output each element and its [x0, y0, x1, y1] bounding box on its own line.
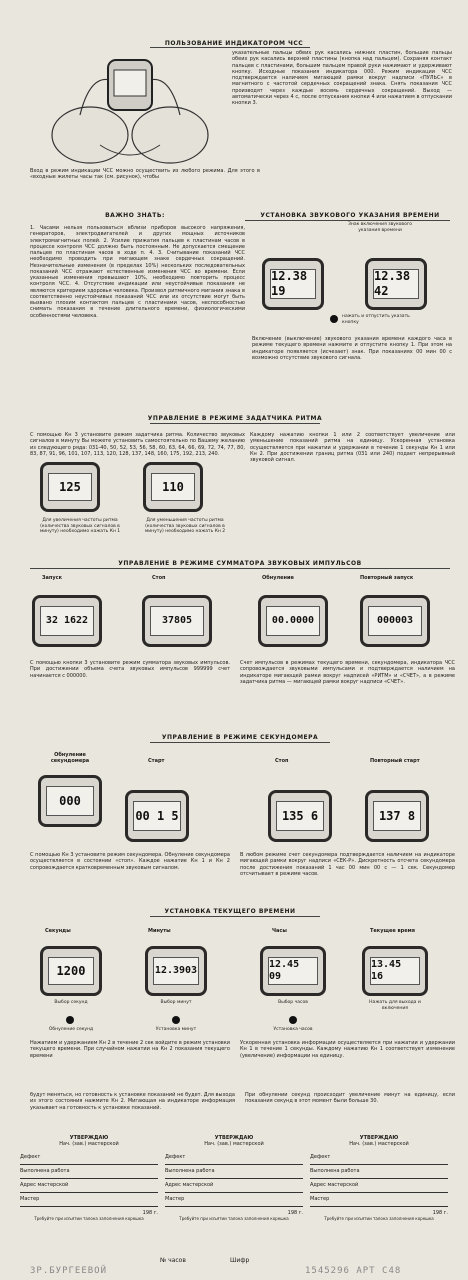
button-marker-icon [330, 315, 338, 323]
section-title-stopwatch: УПРАВЛЕНИЕ В РЕЖИМЕ СЕКУНДОМЕРА [161, 734, 319, 741]
section-title-set-time: УСТАНОВКА ТЕКУЩЕГО ВРЕМЕНИ [164, 908, 296, 915]
coupon-head: УТВЕРЖДАЮ [214, 1135, 254, 1141]
watch-screen: 1200 [48, 957, 94, 985]
s6-right-text: В любом режиме счет секундомера подтверждается наличием на индикаторе мигающей рамки вокруг надписи «СЕК-Р». Дискретность отсчета секундомера после достижения показаний 1 час 00 мин 00 с — 1 сек. Секундомер отсчитывает в режиме часов. [240, 852, 455, 877]
divider [245, 220, 450, 221]
stamp-left: ЗР.БУРГЕЕВОЙ [30, 1266, 108, 1276]
coupon-sub: Нач. (зав.) мастерской [204, 1141, 264, 1148]
s7-label-3: Часы [272, 928, 287, 934]
s7-sub-1: Выбор секунд [54, 1000, 88, 1005]
watch-display-sw-2 [125, 790, 189, 842]
hands-holding-watch-illustration [50, 45, 210, 165]
button-marker-icon [172, 1016, 180, 1024]
coupon-field[interactable]: Адрес мастерской [20, 1182, 158, 1193]
s7-sub-3: Выбор часов [278, 1000, 308, 1005]
watch-screen: 000003 [368, 606, 422, 636]
coupon-sub: Нач. (зав.) мастерской [349, 1141, 409, 1148]
watch-screen: 125 [48, 473, 92, 501]
watch-display-set-4 [362, 946, 428, 996]
watch-display-sum-4 [360, 595, 430, 647]
s5-left-text: С помощью кнопки 3 установите режим сумматора звуковых импульсов. При достижении объема счета звуковых импульсов 999999 счет начинается с 000000. [30, 660, 230, 679]
watch-screen: 12.38 19 [270, 269, 316, 299]
watch-screen: 32 1622 [40, 606, 94, 636]
s7-label-4: Текущее время [370, 928, 415, 934]
s4-cap1: Для увеличения частоты ритма (количества звуковых сигналов в минуту) необходимо нажать Кн 1 [39, 518, 121, 535]
s1-right-text: указательные пальцы обеих рук касались нижних пластин, большие пальцы обеих рук касались верхней пластины (кнопка над пальцем). Сохраняя контакт пальцев с пластинами, большим пальцем правой руки нажимают и удерживают кнопку. Исходные показания индикатора 000. Режим индикации ЧСС подтверждается наличием мигающей рамки вокруг надписи «ПУЛЬС» в магнитного с частотой сердечных сокращений знака. Снять показания ЧСС производят через каждые восемь сердечных сокращений. Выход — автоматически через 4 с, после отпускания кнопки 4 или нажатием в отпускании кнопки 3. [232, 50, 452, 106]
s6-left-text: С помощью Кн 3 установите режим секундомера. Обнуление секундомера осуществляется в состоянии «стоп». Каждое нажатие Кн 1 и Кн 2 сопровождается кратковременным звуковым сигналом. [30, 852, 230, 871]
section-title-sum: УПРАВЛЕНИЕ В РЕЖИМЕ СУММАТОРА ЗВУКОВЫХ ИМПУЛЬСОВ [118, 560, 362, 567]
coupon-note: Требуйте при изъятии талона заполнения корешка [179, 1215, 289, 1221]
coupon-note: Требуйте при изъятии талона заполнения корешка [324, 1215, 434, 1221]
coupon-field[interactable]: Адрес мастерской [310, 1182, 448, 1193]
watch-display-1 [262, 258, 324, 310]
coupon-head: УТВЕРЖДАЮ [359, 1135, 399, 1141]
watch-screen: 37805 [150, 606, 204, 636]
s3-note-btn: нажать и отпустить указать кнопку [342, 314, 410, 325]
watch-display-set-1 [40, 946, 102, 996]
coupon-field[interactable]: Мастер [165, 1196, 303, 1207]
watch-screen: 13.45 16 [370, 957, 420, 985]
watch-display-sum-2 [142, 595, 212, 647]
s5-label-4: Повторный запуск [360, 575, 414, 581]
s5-right-text: Счет импульсов в режимах текущего времени, секундомера, индикатора ЧСС сопровождается звуковыми импульсами и подтверждается наличием на индикаторе мигающей рамки вокруг надписей «РИТМ» и «СЧЕТ», а в режиме задатчика ритма — мигающей рамки вокруг надписи «СЧЕТ». [240, 660, 455, 685]
button-marker-icon [66, 1016, 74, 1024]
repair-coupon-2 [165, 1135, 303, 1255]
watch-display-rhythm-1 [40, 462, 100, 512]
footer-watch-number: № часов [160, 1257, 186, 1264]
watch-screen: 12.45 09 [268, 957, 318, 985]
s7-label-2: Минуты [148, 928, 171, 934]
s1-bottom-text: Вход в режим индикации ЧСС можно осуществить из любого режима. Для этого в «входные жилеты часы так (см. рисунок), чтобы [30, 168, 260, 181]
coupon-head: УТВЕРЖДАЮ [69, 1135, 109, 1141]
s6-label-3: Стоп [275, 758, 289, 764]
s4-left-text: С помощью Кн 3 установите режим задатчика ритма. Количество звуковых сигналов в минуту Вы можете установить самостоятельно по Вашему желанию из следующего ряда: 031-40, 50, 52, 53, 56, 58, 60, 63, 64, 66, 69, 72, 74, 77, 80, 83, 87, 91, 96, 101, 107, 113, 120, 128, 137, 148, 160, 175, 192, 213, 240. [30, 432, 245, 457]
coupon-field[interactable]: Адрес мастерской [165, 1182, 303, 1193]
s7-right-text: Ускоренная установка информации осуществляется при нажатии и удержании Кн 1 в течение 1 секунды. Каждому нажатию Кн 1 соответствует изменение (увеличение) информации на единицу. [240, 1040, 455, 1059]
repair-coupon-3 [310, 1135, 448, 1255]
coupon-field[interactable]: Дефект [20, 1154, 158, 1165]
watch-screen: 12.38 42 [373, 269, 419, 299]
divider [150, 742, 330, 743]
section-title-rhythm: УПРАВЛЕНИЕ В РЕЖИМЕ ЗАДАТЧИКА РИТМА [147, 415, 323, 422]
section-title-ecc: ПОЛЬЗОВАНИЕ ИНДИКАТОРОМ ЧСС [164, 40, 304, 47]
watch-screen: 12.3903 [153, 957, 199, 985]
coupon-field[interactable]: Выполнена работа [310, 1168, 448, 1179]
s4-right-text: Каждому нажатию кнопки 1 или 2 соответствует увеличение или уменьшение показаний ритма на единицу. Ускоренная установка осуществляется при нажатии и удержании в течение 1 секунды Кн 1 или Кн 2. При достижении границ ритма (031 или 240) подает непрерывный звуковой сигнал. [250, 432, 455, 463]
divider [30, 568, 450, 569]
watch-display-sw-4 [365, 790, 429, 842]
s3-text: Включение (выключение) звукового указания времени каждого часа в режиме текущего времени нажмите и отпустите кнопку 1. При этом на индикаторе появляется (исчезает) знак. При показаниях 00 мин 00 с возможно отсутствие звукового сигнала. [252, 336, 452, 361]
footer-cipher: Шифр [230, 1257, 250, 1264]
s8-right-text: При обнулении секунд происходит увеличение минут на единицу, если показания секунд в этот момент были больше 30. [245, 1092, 455, 1105]
section-title-sound-time: УСТАНОВКА ЗВУКОВОГО УКАЗАНИЯ ВРЕМЕНИ [260, 212, 440, 219]
watch-display-sum-1 [32, 595, 102, 647]
section-title-important: ВАЖНО ЗНАТЬ: [105, 212, 165, 219]
repair-coupon-1 [20, 1135, 158, 1255]
divider [150, 423, 320, 424]
s2-text: 1. Часами нельзя пользоваться вблизи приборов высокого напряжения, генераторов, электродвигателей и других мощных источников электромагнитных полей. 2. Усилие прижатия пальцев к пластинам часов в процессе контроля ЧСС должно быть постоянным. Не допускается смещение пальцев по пластинам часов в ходе п. 4. 3. Считывание показаний ЧСС необходимо проводить при мигающем знаке сердечных сокращений. Незначительные изменения (в пределах 10%) нескольких последовательных показаний ЧСС отражают естественные изменения ЧСС во времени. Если указанные изменения превышают 10%, необходимо повторить процесс контроля ЧСС. 4. Отсутствие индикации или неустойчивые показания не являются критерием здоровья человека. Произвол ритмичного мигания знака в соответственно неустойчивых показаний ЧСС или их отсутствие могут быть вызвано плохим контактом пальцев с пластинами часов, неспособностью снимать показания в течение длительного времени, физиологическими особенностями человека. [30, 225, 245, 319]
watch-screen: 000 [46, 786, 94, 816]
watch-display-set-2 [145, 946, 207, 996]
s8-left-text: будут меняться, но готовность к установке показаний не будет. Для выхода из этого состояния нажмите Кн 2. Мигающая на индикаторе информация указывает на готовность к установке показаний. [30, 1092, 235, 1111]
s7-sub-4: Нажать для выхода и включения [369, 1000, 421, 1011]
watch-display-sw-3 [268, 790, 332, 842]
coupon-year: 198 г. [432, 1209, 448, 1216]
coupon-field[interactable]: Мастер [20, 1196, 158, 1207]
s7-label-1: Секунды [45, 928, 71, 934]
watch-display-set-3 [260, 946, 326, 996]
watch-screen: 110 [151, 473, 195, 501]
s6-label-1: Обнуление секундомера [50, 752, 90, 765]
s6-label-4: Повторный старт [370, 758, 420, 764]
watch-screen: 00 1 5 [133, 801, 181, 831]
watch-display-rhythm-2 [143, 462, 203, 512]
s6-label-2: Старт [148, 758, 165, 764]
s7-sub2-2: Установка минут [155, 1027, 197, 1032]
coupon-note: Требуйте при изъятии талона заполнения корешка [34, 1215, 144, 1221]
watch-display-sw-1 [38, 775, 102, 827]
coupon-sub: Нач. (зав.) мастерской [59, 1141, 119, 1148]
watch-screen: 00.0000 [266, 606, 320, 636]
coupon-field[interactable]: Выполнена работа [20, 1168, 158, 1179]
coupon-field[interactable]: Дефект [165, 1154, 303, 1165]
watch-screen: 135 6 [276, 801, 324, 831]
watch-display-2 [365, 258, 427, 310]
watch-display-sum-3 [258, 595, 328, 647]
s5-label-1: Запуск [42, 575, 62, 581]
s7-left-text: Нажатием и удержанием Кн 2 в течение 2 сек войдите в режим установки текущего времени. При случайном нажатии на Кн 2 показания текущего времени [30, 1040, 230, 1059]
s7-sub2-1: Обнуление секунд [48, 1027, 94, 1032]
s7-sub-2: Выбор минут [160, 1000, 192, 1005]
divider [150, 916, 320, 917]
s3-note-top: Знак включения звукового указания времени [348, 222, 412, 233]
s7-sub2-3: Установка часов [273, 1027, 313, 1032]
coupon-field[interactable]: Мастер [310, 1196, 448, 1207]
s5-label-2: Стоп [152, 575, 166, 581]
coupon-field[interactable]: Выполнена работа [165, 1168, 303, 1179]
stamp-right: 1545296 АРТ С48 [305, 1266, 402, 1276]
button-marker-icon [289, 1016, 297, 1024]
coupon-year: 198 г. [287, 1209, 303, 1216]
watch-screen: 137 8 [373, 801, 421, 831]
s4-cap2: Для уменьшения частоты ритма (количества звуковых сигналов в минуту) необходимо нажать Кн 2 [144, 518, 226, 535]
coupon-year: 198 г. [142, 1209, 158, 1216]
s5-label-3: Обнуление [262, 575, 294, 581]
coupon-field[interactable]: Дефект [310, 1154, 448, 1165]
